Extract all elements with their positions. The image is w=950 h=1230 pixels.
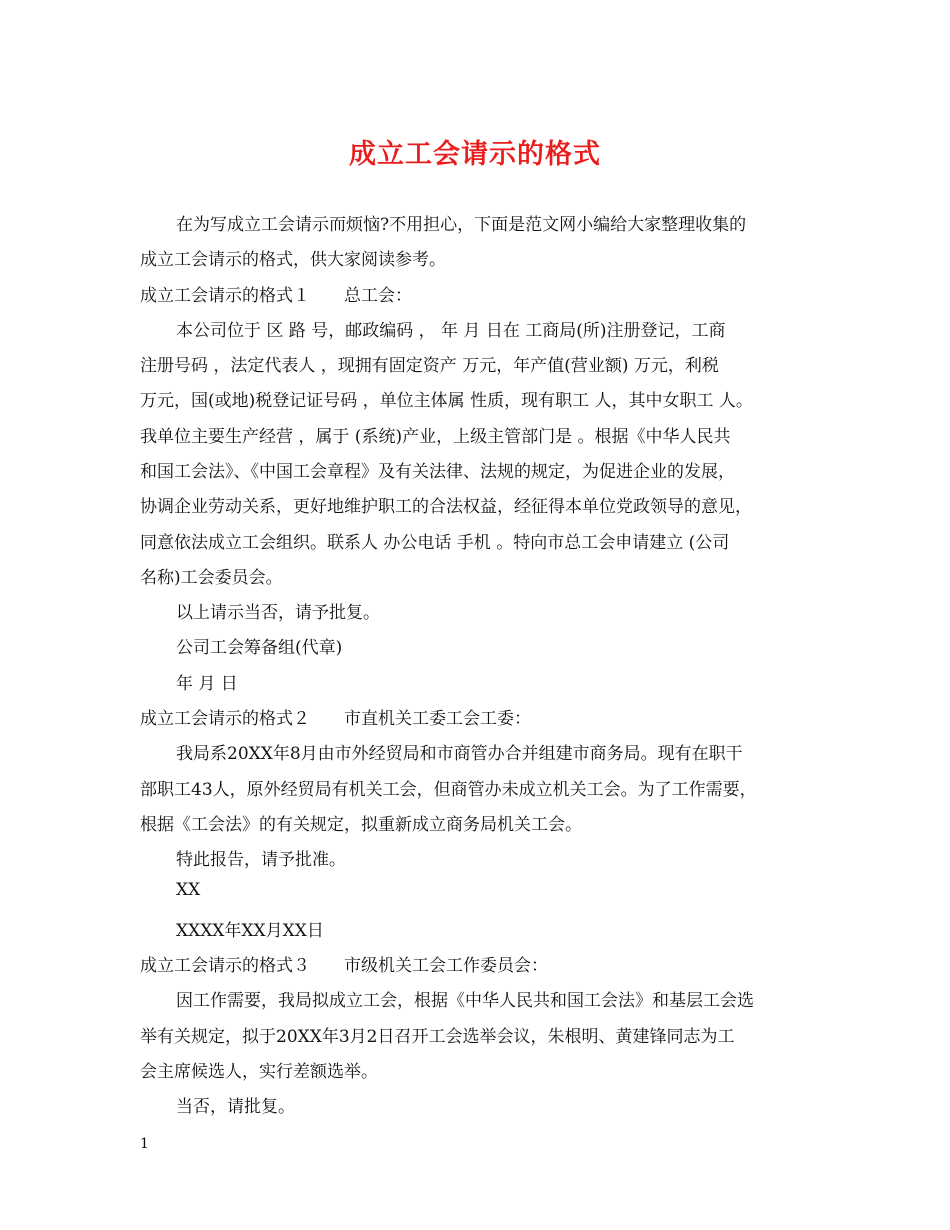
body-line: 和国工会法》、《中国工会章程》及有关法律、法规的规定，为促进企业的发展， [140,462,735,482]
body-line: 同意依法成立工会组织。联系人 办公电话 手机 。特向市总工会申请建立 (公司 [140,533,730,553]
body-line: 我单位主要生产经营 ，属于 (系统)产业，上级主管部门是 。根据《中华人民共 [140,427,731,447]
section-heading: 成立工会请示的格式２ 市直机关工委工会工委： [140,709,531,729]
document-title: 成立工会请示的格式 [349,139,601,170]
body-line: 名称)工会委员会。 [140,568,283,588]
body-line: 在为写成立工会请示而烦恼?不用担心，下面是范文网小编给大家整理收集的 [176,215,747,235]
body-line: 协调企业劳动关系，更好地维护职工的合法权益，经征得本单位党政领导的意见， [140,497,752,517]
section-heading: 成立工会请示的格式３ 市级机关工会工作委员会： [140,956,548,976]
page-number: 1 [140,1136,149,1152]
signature-line: XX [176,880,201,900]
date-line: XXXX年XX月XX日 [176,921,324,941]
body-line: 万元，国(或地)税登记证号码 ，单位主体属 性质，现有职工 人，其中女职工 人。 [140,391,753,411]
body-line: 本公司位于 区 路 号，邮政编码 ， 年 月 日在 工商局(所)注册登记，工商 [176,321,726,341]
date-line: 年 月 日 [176,674,238,694]
body-line: 会主席候选人，实行差额选举。 [140,1062,378,1082]
body-line: 注册号码 ，法定代表人 ，现拥有固定资产 万元，年产值(营业额) 万元，利税 [140,356,719,376]
body-line: 部职工43人，原外经贸局有机关工会，但商管办未成立机关工会。为了工作需要， [140,780,757,800]
section-heading: 成立工会请示的格式１ 总工会： [140,286,412,306]
body-line: 举有关规定，拟于20XX年3月2日召开工会选举会议，朱根明、黄建锋同志为工 [140,1027,735,1047]
body-line: 当否，请批复。 [176,1097,295,1117]
body-line: 因工作需要，我局拟成立工会，根据《中华人民共和国工会法》和基层工会选 [176,991,754,1011]
body-line: 根据《工会法》的有关规定，拟重新成立商务局机关工会。 [140,815,582,835]
body-line: 我局系20XX年8月由市外经贸局和市商管办合并组建市商务局。现有在职干 [176,744,743,764]
body-line: 成立工会请示的格式，供大家阅读参考。 [140,250,446,270]
signature-line: 公司工会筹备组(代章) [176,638,343,658]
body-line: 以上请示当否，请予批复。 [176,603,380,623]
body-line: 特此报告，请予批准。 [176,850,346,870]
